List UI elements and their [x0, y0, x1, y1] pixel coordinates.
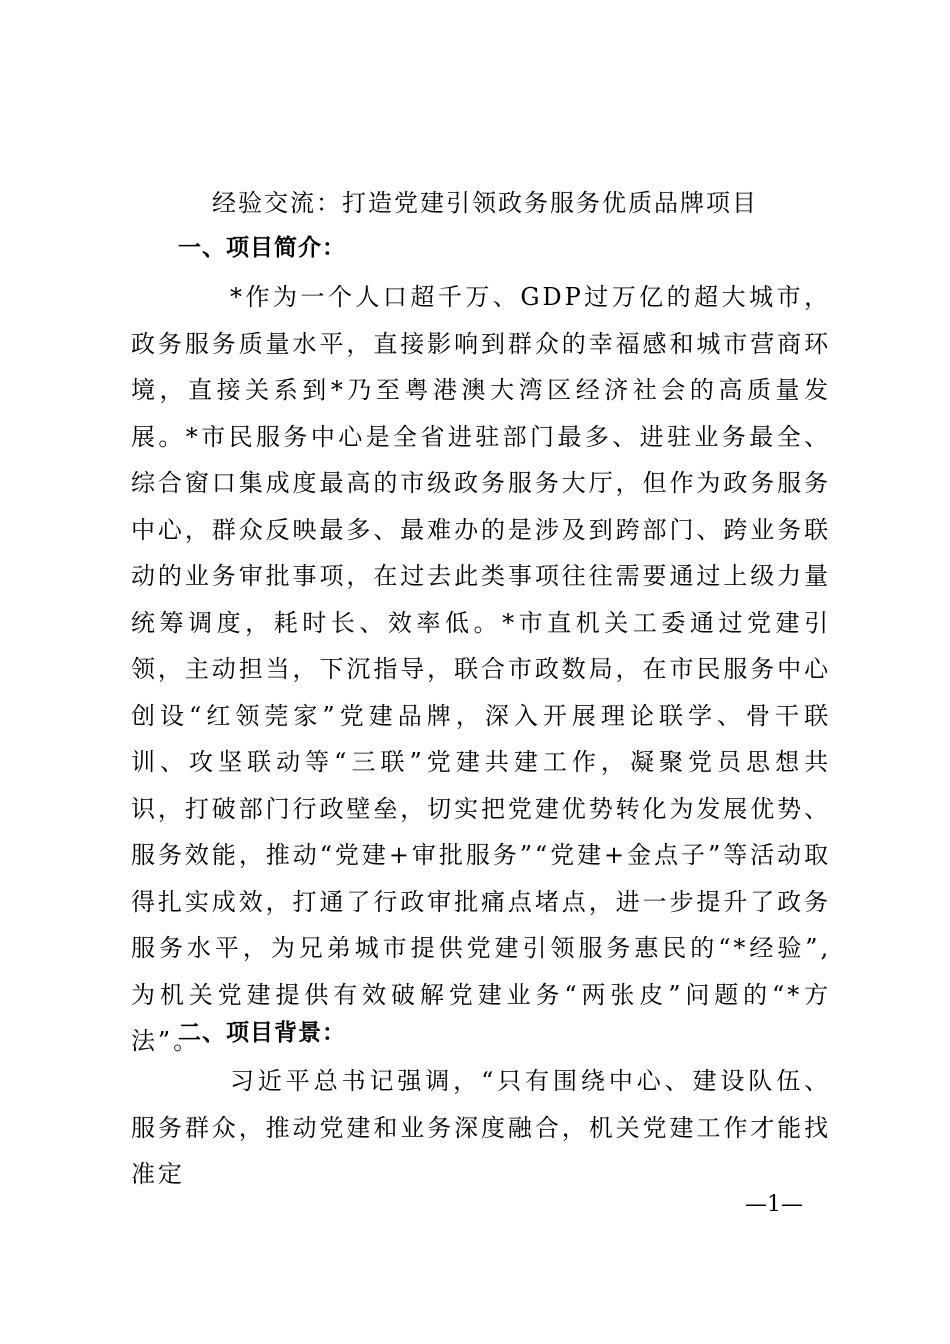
section-paragraph-background: 习近平总书记强调，“只有围绕中心、建设队伍、服务群众，推动党建和业务深度融合，机关党建工作才能找准定 [131, 1067, 831, 1188]
section-heading-background: 二、项目背景： [178, 1020, 346, 1046]
section-paragraph-intro: *作为一个人口超千万、GDP过万亿的超大城市，政务服务质量水平，直接影响到群众的幸福感和城市营商环境，直接关系到*乃至粤港澳大湾区经济社会的高质量发展。*市民服务中心是全省进驻部门最多、进驻业务最全、综合窗口集成度最高的市级政务服务大厅，但作为政务服务中心，群众反映最多、最难办的是涉及到跨部门、跨业务联动的业务审批事项，在过去此类事项往往需要通过上级力量统筹调度，耗时长、效率低。*市直机关工委通过党建引领，主动担当，下沉指导，联合市政数局，在市民服务中心创设“红领莞家”党建品牌，深入开展理论联学、骨干联训、攻坚联动等“三联”党建共建工作，凝聚党员思想共识，打破部门行政壁垒，切实把党建优势转化为发展优势、服务效能，推动“党建+审批服务”“党建+金点子”等活动取得扎实成效，打通了行政审批痛点堵点，进一步提升了政务服务水平，为兄弟城市提供党建引领服务惠民的“*经验”,为机关党建提供有效破解党建业务“两张皮”问题的“*方法”。 [131, 283, 831, 1055]
document-title: 经验交流：打造党建引领政务服务优质品牌项目 [212, 189, 758, 217]
section-heading-intro: 一、项目简介： [178, 235, 346, 261]
page-number: —1— [745, 1192, 803, 1217]
